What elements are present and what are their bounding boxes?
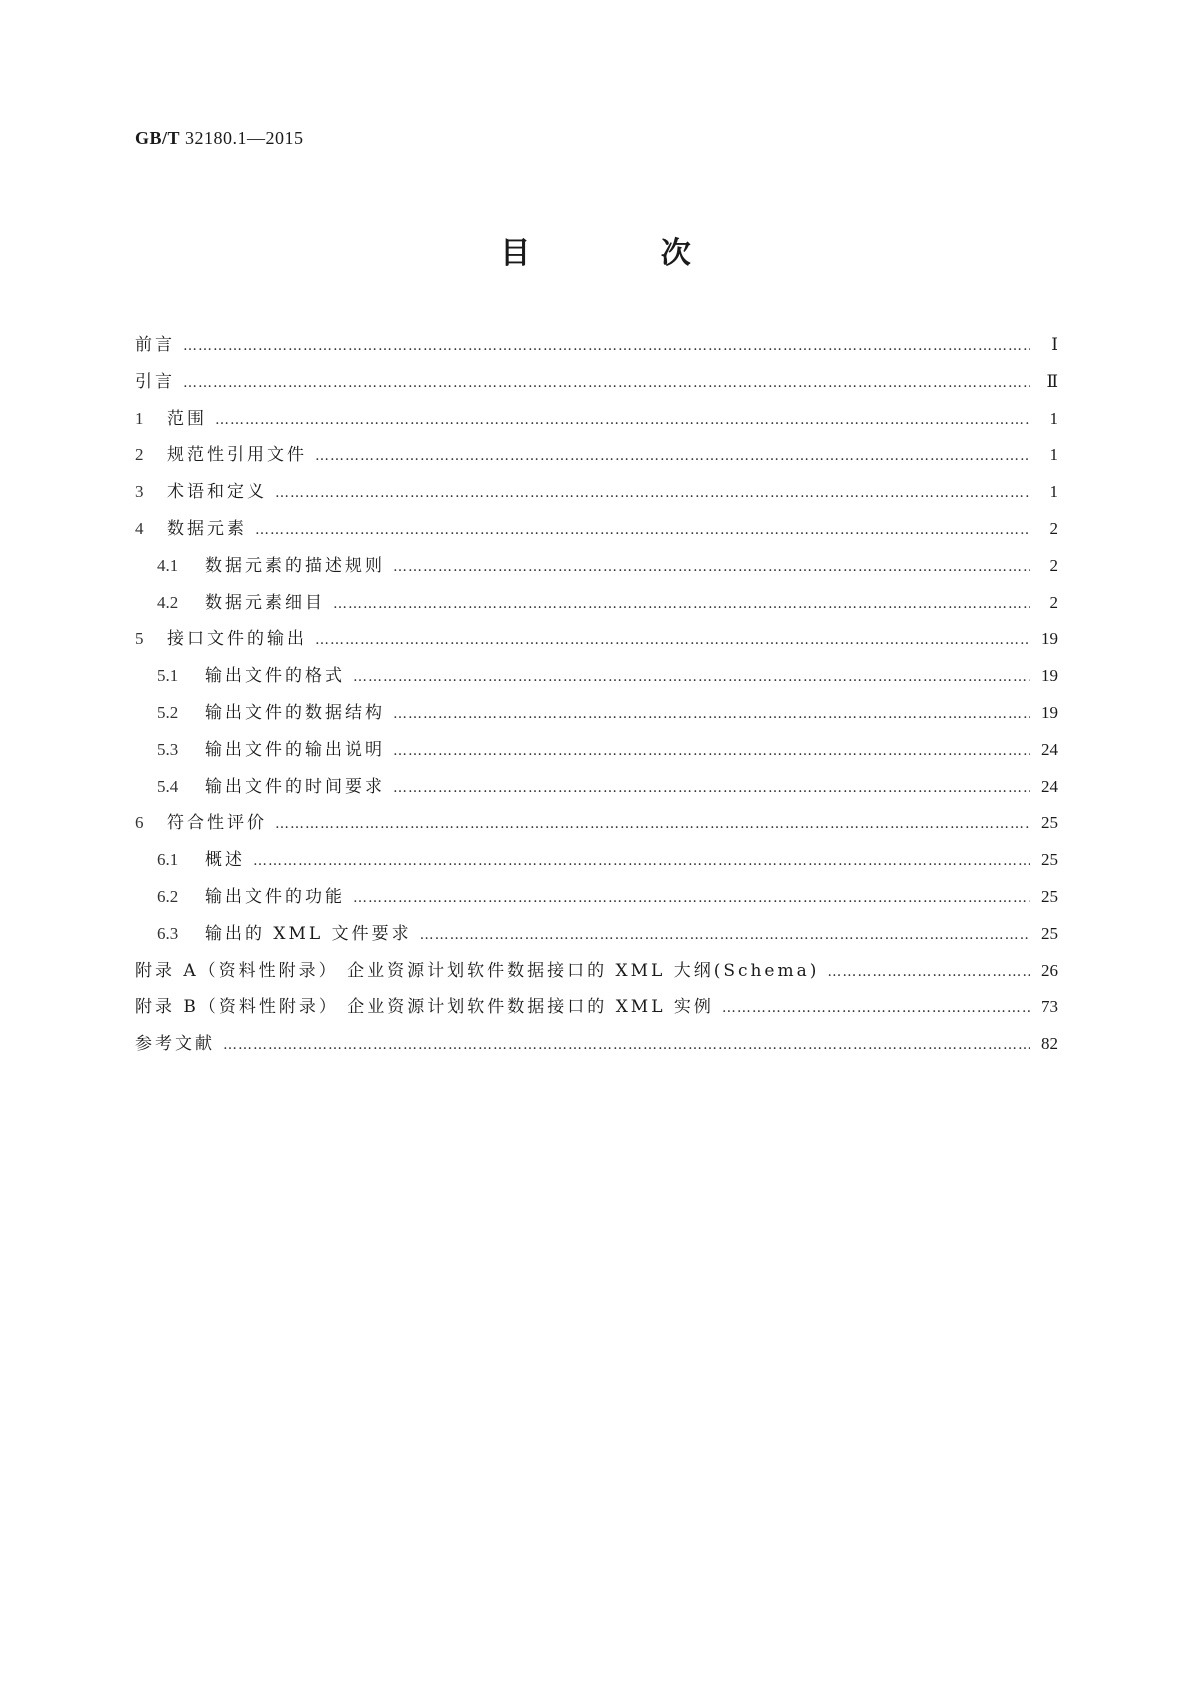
toc-title: 目 次 bbox=[500, 236, 751, 271]
toc-entry-label: 输出文件的格式 bbox=[205, 666, 345, 687]
toc-entry-number: 5.3 bbox=[157, 739, 179, 759]
toc-entry[interactable] bbox=[135, 845, 1058, 882]
toc-entry[interactable] bbox=[135, 661, 1058, 698]
toc-entry-number: 5.1 bbox=[157, 666, 179, 686]
standard-code bbox=[135, 128, 304, 149]
toc-entry[interactable] bbox=[135, 808, 1058, 845]
toc-entry[interactable] bbox=[135, 992, 1058, 1029]
toc-dot-leader bbox=[393, 743, 1030, 759]
toc-entry-number: 1 bbox=[135, 408, 144, 428]
toc-entry-page: Ⅱ bbox=[1046, 371, 1058, 391]
toc-entry-page: 2 bbox=[1049, 555, 1058, 575]
toc-entry[interactable] bbox=[135, 588, 1058, 625]
toc-entry-page: 1 bbox=[1049, 445, 1058, 465]
toc-dot-leader bbox=[353, 669, 1030, 685]
toc-entry[interactable] bbox=[135, 404, 1058, 441]
toc-dot-leader bbox=[223, 1037, 1030, 1053]
toc-dot-leader bbox=[215, 412, 1030, 428]
toc-entry-page: 26 bbox=[1041, 960, 1058, 980]
toc-entry-label: 输出文件的功能 bbox=[205, 886, 345, 907]
toc-entry-label: 引言 bbox=[135, 371, 175, 392]
toc-entry-label: 附录 A（资料性附录） 企业资源计划软件数据接口的 XML 大纲(Schema) bbox=[135, 960, 820, 981]
toc-entry-number: 3 bbox=[135, 482, 144, 502]
toc-entry-label: 接口文件的输出 bbox=[167, 629, 307, 650]
toc-entry[interactable] bbox=[135, 735, 1058, 772]
toc-entry[interactable] bbox=[135, 367, 1058, 404]
standard-code-prefix: GB/T bbox=[135, 128, 181, 148]
toc-entry-page: 25 bbox=[1041, 886, 1058, 906]
toc-dot-leader bbox=[255, 522, 1030, 538]
table-of-contents bbox=[135, 330, 1058, 1066]
toc-dot-leader bbox=[393, 559, 1030, 575]
toc-entry[interactable] bbox=[135, 477, 1058, 514]
toc-entry-number: 5.2 bbox=[157, 702, 179, 722]
toc-entry-label: 数据元素 bbox=[167, 518, 247, 539]
toc-dot-leader bbox=[183, 375, 1030, 391]
toc-entry-page: 73 bbox=[1041, 997, 1058, 1017]
toc-entry-number: 4 bbox=[135, 518, 144, 538]
toc-entry-label: 附录 B（资料性附录） 企业资源计划软件数据接口的 XML 实例 bbox=[135, 997, 714, 1018]
toc-entry-number: 2 bbox=[135, 445, 144, 465]
toc-entry[interactable] bbox=[135, 698, 1058, 735]
toc-entry-number: 4.1 bbox=[157, 555, 179, 575]
toc-entry-label: 输出文件的时间要求 bbox=[205, 776, 385, 797]
toc-entry-label: 前言 bbox=[135, 335, 175, 355]
toc-entry[interactable] bbox=[135, 330, 1058, 367]
toc-entry-number: 6.3 bbox=[157, 923, 179, 943]
toc-entry-label: 数据元素的描述规则 bbox=[205, 555, 385, 576]
toc-entry-page: 25 bbox=[1041, 813, 1058, 833]
toc-dot-leader bbox=[183, 338, 1030, 354]
toc-entry-page: Ⅰ bbox=[1051, 335, 1058, 354]
toc-entry[interactable] bbox=[135, 551, 1058, 588]
toc-entry[interactable] bbox=[135, 919, 1058, 956]
toc-entry-number: 6.1 bbox=[157, 850, 179, 870]
toc-dot-leader bbox=[393, 706, 1030, 722]
toc-entry-page: 2 bbox=[1049, 592, 1058, 612]
toc-entry[interactable] bbox=[135, 1029, 1058, 1066]
toc-entry-page: 24 bbox=[1041, 776, 1058, 796]
toc-dot-leader bbox=[333, 596, 1030, 612]
toc-entry-page: 82 bbox=[1041, 1034, 1058, 1054]
toc-entry[interactable] bbox=[135, 772, 1058, 809]
toc-dot-leader bbox=[275, 816, 1030, 832]
toc-entry-number: 6 bbox=[135, 813, 144, 833]
toc-entry-number: 4.2 bbox=[157, 592, 179, 612]
standard-code-number: 32180.1—2015 bbox=[185, 128, 304, 148]
toc-entry[interactable] bbox=[135, 514, 1058, 551]
toc-entry-page: 19 bbox=[1041, 702, 1058, 722]
toc-entry-page: 25 bbox=[1041, 850, 1058, 870]
toc-entry-label: 数据元素细目 bbox=[205, 592, 325, 613]
toc-dot-leader bbox=[315, 448, 1030, 464]
toc-entry-page: 2 bbox=[1049, 518, 1058, 538]
toc-entry-page: 25 bbox=[1041, 923, 1058, 943]
toc-entry[interactable] bbox=[135, 440, 1058, 477]
toc-entry-label: 输出文件的数据结构 bbox=[205, 702, 385, 723]
toc-entry-number: 5 bbox=[135, 629, 144, 649]
toc-entry[interactable] bbox=[135, 956, 1058, 993]
toc-entry-page: 1 bbox=[1049, 408, 1058, 428]
toc-entry-label: 规范性引用文件 bbox=[167, 445, 307, 466]
toc-entry[interactable] bbox=[135, 624, 1058, 661]
toc-entry-label: 输出的 XML 文件要求 bbox=[205, 923, 412, 944]
toc-entry-page: 19 bbox=[1041, 666, 1058, 686]
toc-entry-number: 6.2 bbox=[157, 886, 179, 906]
toc-dot-leader bbox=[393, 780, 1030, 796]
toc-entry-label: 概述 bbox=[205, 850, 245, 871]
toc-entry-label: 符合性评价 bbox=[167, 813, 267, 834]
toc-entry-label: 范围 bbox=[167, 408, 207, 429]
toc-dot-leader bbox=[827, 964, 1030, 980]
toc-dot-leader bbox=[275, 485, 1030, 501]
toc-dot-leader bbox=[722, 1000, 1030, 1016]
toc-dot-leader bbox=[420, 927, 1030, 943]
toc-entry-label: 参考文献 bbox=[135, 1034, 215, 1055]
toc-dot-leader bbox=[315, 632, 1030, 648]
toc-entry-page: 19 bbox=[1041, 629, 1058, 649]
toc-entry-page: 1 bbox=[1049, 482, 1058, 502]
toc-dot-leader bbox=[253, 853, 1030, 869]
toc-entry-label: 术语和定义 bbox=[167, 482, 267, 503]
toc-entry-number: 5.4 bbox=[157, 776, 179, 796]
toc-entry-page: 24 bbox=[1041, 739, 1058, 759]
toc-dot-leader bbox=[353, 890, 1030, 906]
toc-entry-label: 输出文件的输出说明 bbox=[205, 739, 385, 760]
toc-entry[interactable] bbox=[135, 882, 1058, 919]
